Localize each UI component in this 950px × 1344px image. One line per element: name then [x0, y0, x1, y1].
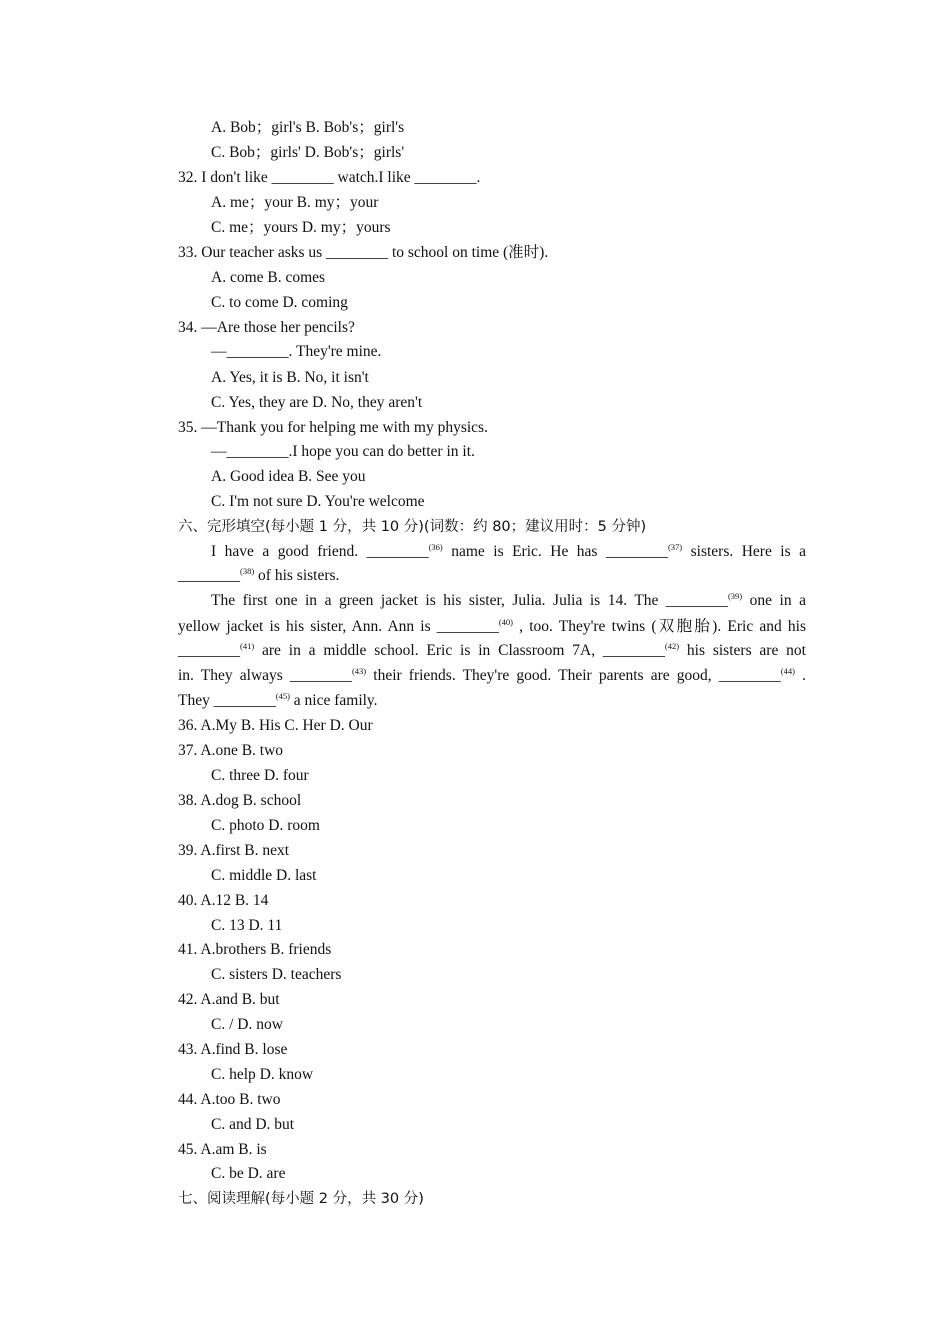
cloze-42-options-ab: 42. A.and B. but	[178, 991, 280, 1008]
cloze-43-options-cd: C. help D. know	[211, 1066, 314, 1083]
blank-number: (41)	[240, 641, 255, 651]
passage-line: I have a good friend. ________$^{(36)}$ name is Eric. He has ________$^{(37)}$ sisters. Here is a	[211, 542, 806, 560]
blank-number: (38)	[240, 566, 255, 576]
q33-options-cd: C. to come D. coming	[211, 294, 348, 311]
cloze-40-options-cd: C. 13 D. 11	[211, 917, 283, 934]
cloze-39-options-ab: 39. A.first B. next	[178, 842, 290, 859]
q34-stem: 34. —Are those her pencils?	[178, 319, 355, 336]
blank-number: (39)	[727, 591, 743, 601]
q34-options-ab: A. Yes, it is B. No, it isn't	[211, 369, 369, 386]
blank-number: (36)	[428, 542, 443, 552]
blank-number: (42)	[664, 641, 680, 651]
q34-reply: —________. They're mine.	[211, 343, 382, 360]
q32-options-ab: A. me；your B. my；your	[211, 194, 379, 211]
cloze-41-options-cd: C. sisters D. teachers	[211, 966, 342, 983]
passage-line: in. They always ________$^{(43)}$ their friends. They're good. Their parents are good, ________$^{(44)}$ .	[178, 666, 806, 684]
blank-number: (40)	[498, 617, 513, 627]
blank-number: (44)	[780, 666, 795, 676]
q35-stem: 35. —Thank you for helping me with my physics.	[178, 419, 488, 436]
section-6-heading: 六、完形填空(每小题 1 分，共 10 分)(词数：约 80；建议用时：5 分钟)	[178, 519, 647, 535]
passage-line: ________$^{(38)}$ of his sisters.	[178, 566, 340, 584]
q32-options-cd: C. me；yours D. my；yours	[211, 219, 391, 236]
cloze-45-options-ab: 45. A.am B. is	[178, 1141, 267, 1158]
passage-line: The first one in a green jacket is his sister, Julia. Julia is 14. The ________$^{(39)}$ one in a	[211, 591, 806, 609]
cloze-43-options-ab: 43. A.find B. lose	[178, 1041, 288, 1058]
q33-options-ab: A. come B. comes	[211, 269, 326, 286]
blank-number: (43)	[351, 666, 367, 676]
q35-reply: —________.I hope you can do better in it.	[211, 443, 475, 460]
q34-options-cd: C. Yes, they are D. No, they aren't	[211, 394, 423, 411]
blank-number: (37)	[667, 542, 683, 552]
cloze-40-options-ab: 40. A.12 B. 14	[178, 892, 269, 909]
cloze-38-options-ab: 38. A.dog B. school	[178, 792, 302, 809]
cloze-38-options-cd: C. photo D. room	[211, 817, 320, 834]
cloze-44-options-ab: 44. A.too B. two	[178, 1091, 281, 1108]
passage-line: yellow jacket is his sister, Ann. Ann is ________$^{(40)}$ , too. They're twins (双胞胎). Eric and his	[178, 617, 807, 635]
passage-line: They ________$^{(45)}$ a nice family.	[178, 691, 378, 709]
q31-options-ab: A. Bob；girl's B. Bob's；girl's	[211, 119, 405, 136]
cloze-44-options-cd: C. and D. but	[211, 1116, 295, 1133]
blank-number: (45)	[275, 691, 290, 701]
q32-stem: 32. I don't like ________ watch.I like ________.	[178, 169, 481, 186]
cloze-37-options-cd: C. three D. four	[211, 767, 309, 784]
q31-options-cd: C. Bob；girls' D. Bob's；girls'	[211, 144, 405, 161]
q35-options-cd: C. I'm not sure D. You're welcome	[211, 493, 425, 510]
q35-options-ab: A. Good idea B. See you	[211, 468, 366, 485]
cloze-41-options-ab: 41. A.brothers B. friends	[178, 941, 332, 958]
passage-line: ________$^{(41)}$ are in a middle school. Eric is in Classroom 7A, ________$^{(42)}$ his sisters are not	[178, 641, 806, 659]
cloze-39-options-cd: C. middle D. last	[211, 867, 317, 884]
cloze-37-options-ab: 37. A.one B. two	[178, 742, 284, 759]
q33-stem: 33. Our teacher asks us ________ to school on time (准时).	[178, 244, 549, 261]
cloze-36-options: 36. A.My B. His C. Her D. Our	[178, 717, 373, 734]
cloze-42-options-cd: C. / D. now	[211, 1016, 283, 1033]
cloze-45-options-cd: C. be D. are	[211, 1165, 286, 1182]
section-7-heading: 七、阅读理解(每小题 2 分，共 30 分)	[178, 1191, 424, 1207]
